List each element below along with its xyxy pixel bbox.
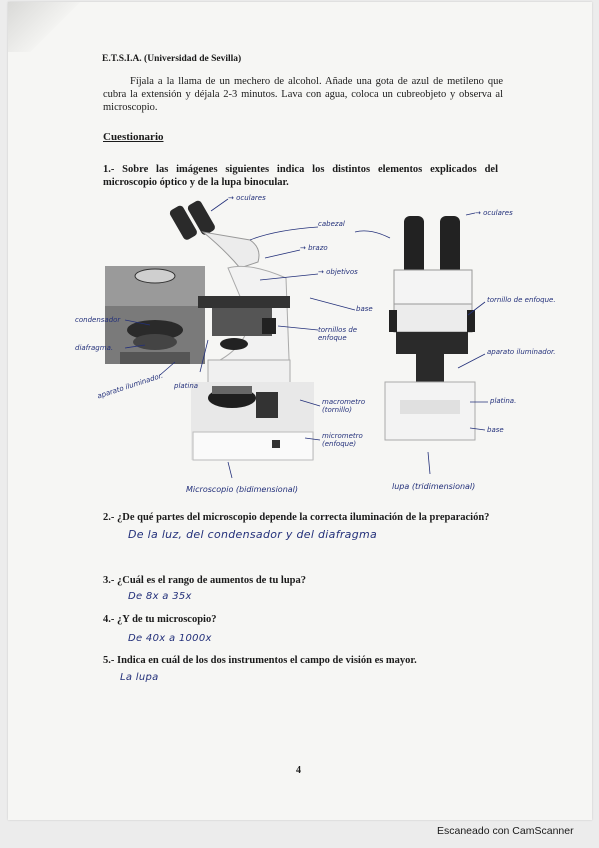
question-2: 2.- ¿De qué partes del microscopio depende la correcta iluminación de la preparación? bbox=[103, 512, 490, 523]
answer-3: De 8x a 35x bbox=[128, 591, 192, 602]
label-aparato-lupa: aparato iluminador. bbox=[487, 348, 556, 356]
label-micrometro: micrometro (enfoque) bbox=[322, 432, 363, 448]
label-oculares-lupa: → oculares bbox=[475, 209, 513, 217]
label-tornillos: tornillos de enfoque bbox=[318, 326, 358, 342]
label-platina-lupa: platina. bbox=[490, 397, 517, 405]
scanner-footer: Escaneado con CamScanner bbox=[437, 825, 574, 837]
question-4: 4.- ¿Y de tu microscopio? bbox=[103, 614, 217, 625]
caption-microscopio: Microscopio (bidimensional) bbox=[186, 485, 299, 494]
page-number: 4 bbox=[296, 765, 301, 776]
caption-lupa: lupa (tridimensional) bbox=[392, 482, 476, 491]
stereo-microscope bbox=[385, 216, 475, 440]
inset-base-closeup bbox=[191, 382, 314, 460]
inset-stage-closeup bbox=[105, 266, 205, 364]
label-aparato-micro: aparato iluminador. bbox=[96, 371, 165, 401]
label-base-lupa: base bbox=[487, 426, 504, 434]
question-3: 3.- ¿Cuál es el rango de aumentos de tu lupa? bbox=[103, 575, 307, 586]
label-macrometro: macrometro (tornillo) bbox=[322, 398, 366, 414]
intro-paragraph: Fíjala a la llama de un mechero de alcohol. Añade una gota de azul de metileno que cubra la extensión y déjala 2-3 minutos. Lava con agua, coloca un cubreobjeto y observa al microscopio. bbox=[103, 76, 503, 113]
label-objetivos: → objetivos bbox=[318, 268, 358, 276]
answer-5: La lupa bbox=[120, 672, 159, 683]
label-platina-micro: platina bbox=[174, 382, 199, 390]
label-condensador: condensador bbox=[75, 316, 121, 324]
label-tornillo-lupa: tornillo de enfoque. bbox=[487, 296, 556, 304]
label-oculares-micro: → oculares bbox=[228, 194, 266, 202]
label-base-micro: base bbox=[356, 305, 373, 313]
question-1: 1.- Sobre las imágenes siguientes indica los distintos elementos explicados del microscopio óptico y de la lupa binocular. bbox=[103, 164, 498, 188]
section-title: Cuestionario bbox=[103, 131, 164, 143]
label-diafragma: diafragma. bbox=[75, 344, 114, 352]
document-header: E.T.S.I.A. (Universidad de Sevilla) bbox=[102, 54, 242, 64]
question-5: 5.- Indica en cuál de los dos instrumentos el campo de visión es mayor. bbox=[103, 655, 417, 666]
answer-2: De la luz, del condensador y del diafragma bbox=[128, 528, 378, 541]
answer-4: De 40x a 1000x bbox=[128, 633, 212, 644]
label-brazo: → brazo bbox=[300, 244, 328, 252]
label-cabezal: cabezal bbox=[318, 220, 345, 228]
